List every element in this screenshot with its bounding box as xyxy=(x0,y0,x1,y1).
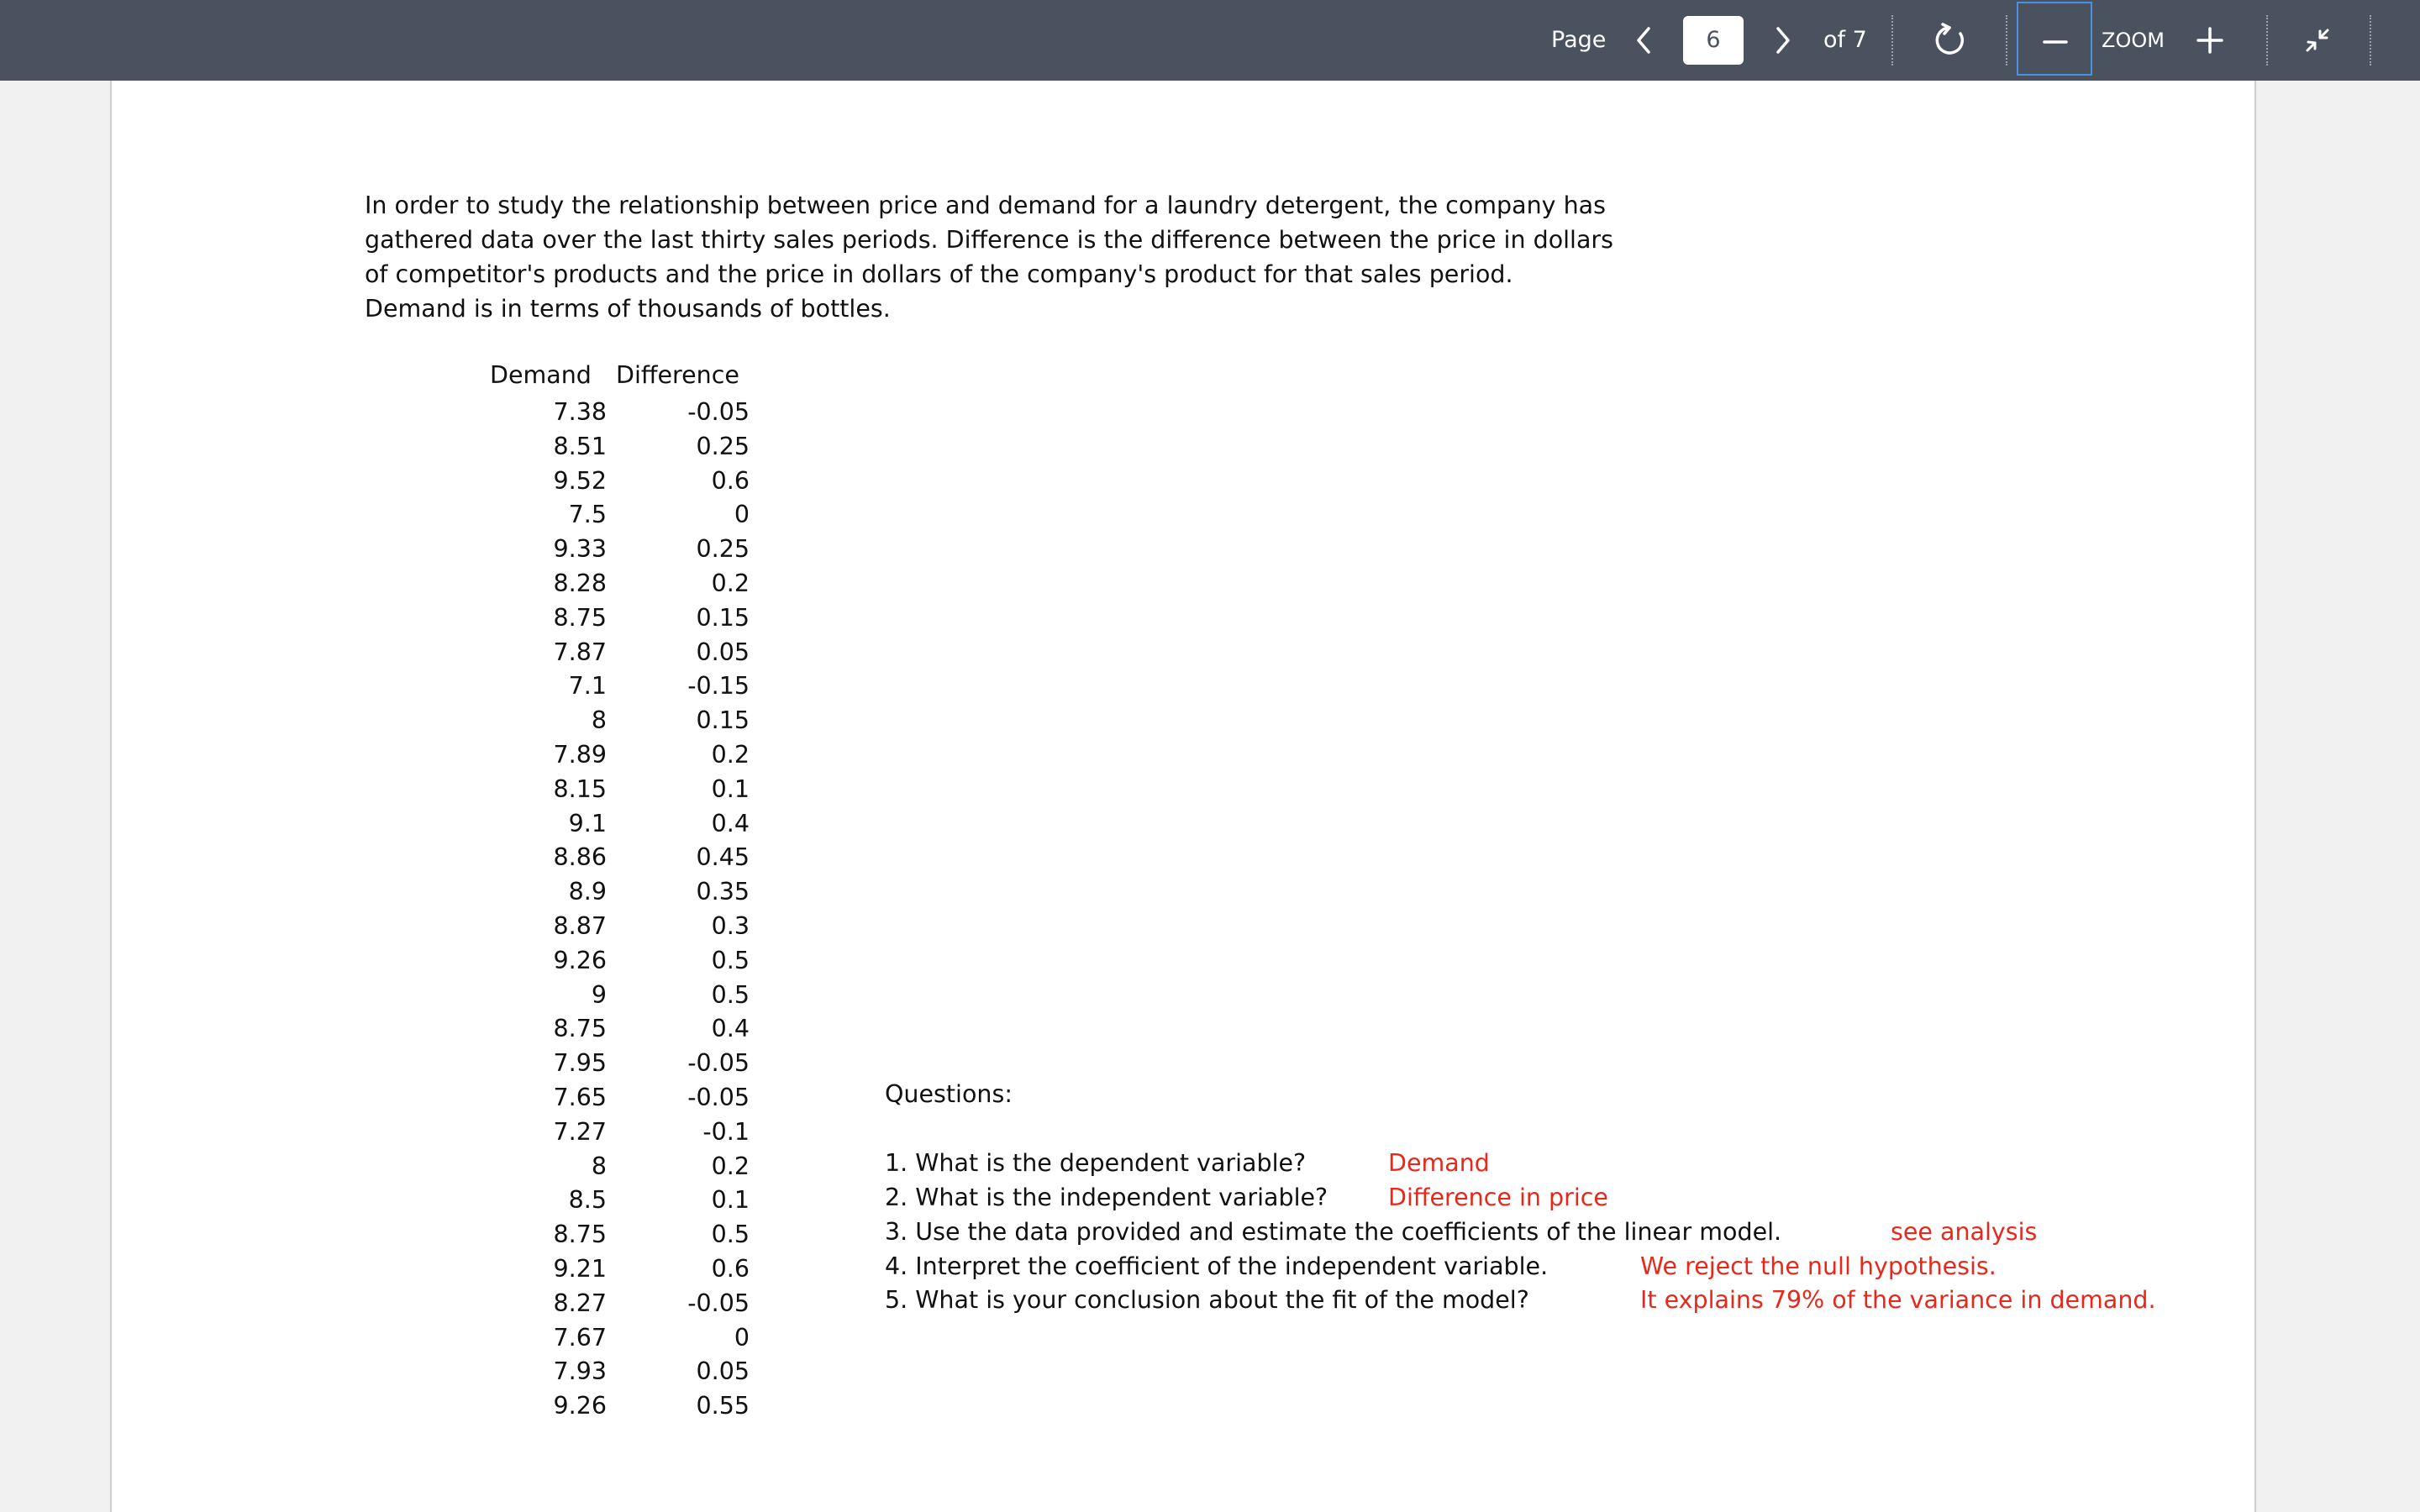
rotate-icon xyxy=(1932,23,1967,58)
demand-cell: 8.75 xyxy=(553,1015,607,1043)
answer-2: Difference in price xyxy=(1388,1184,1608,1211)
difference-cell: 0 xyxy=(734,501,750,529)
difference-cell: 0.1 xyxy=(711,774,750,803)
difference-cell: 0.6 xyxy=(711,466,750,495)
page-number-input[interactable]: 6 xyxy=(1683,16,1744,65)
demand-cell: 9 xyxy=(591,980,607,1009)
demand-cell: 7.38 xyxy=(553,398,607,426)
difference-cell: 0.6 xyxy=(711,1254,750,1283)
next-page-button[interactable] xyxy=(1766,0,1800,81)
chevron-left-icon xyxy=(1634,26,1653,55)
chevron-right-icon xyxy=(1774,26,1792,55)
demand-cell: 9.33 xyxy=(553,535,607,564)
demand-cell: 9.21 xyxy=(553,1254,607,1283)
difference-cell: 0.05 xyxy=(696,638,750,666)
toolbar-separator xyxy=(2370,15,2371,66)
answer-5: It explains 79% of the variance in demand. xyxy=(1640,1286,2156,1314)
toolbar-separator xyxy=(2006,15,2007,66)
difference-cell: -0.05 xyxy=(687,1049,750,1078)
difference-cell: 0.5 xyxy=(711,980,750,1009)
difference-cell: 0.2 xyxy=(711,740,750,769)
previous-page-button[interactable] xyxy=(1627,0,1660,81)
rotate-button[interactable] xyxy=(1929,0,1970,81)
question-2: 2. What is the independent variable? xyxy=(885,1184,1328,1211)
difference-cell: 0.1 xyxy=(711,1186,750,1215)
demand-cell: 7.95 xyxy=(553,1049,607,1078)
difference-cell: -0.05 xyxy=(687,398,750,426)
collapse-icon xyxy=(2301,24,2334,57)
difference-cell: 0.5 xyxy=(711,1221,750,1249)
demand-cell: 8.87 xyxy=(553,911,607,940)
demand-cell: 7.27 xyxy=(553,1117,607,1146)
difference-cell: -0.1 xyxy=(702,1117,750,1146)
demand-cell: 7.65 xyxy=(553,1083,607,1111)
intro-line: gathered data over the last thirty sales periods. Difference is the difference between the price in dollars xyxy=(365,226,1613,254)
demand-cell: 7.5 xyxy=(568,501,607,529)
question-4: 4. Interpret the coefficient of the independent variable. xyxy=(885,1252,1549,1280)
intro-paragraph xyxy=(365,188,1613,326)
zoom-out-button[interactable] xyxy=(2017,2,2092,76)
exit-fullscreen-button[interactable] xyxy=(2298,0,2337,81)
questions-title: Questions: xyxy=(885,1080,1013,1108)
plus-icon xyxy=(2196,26,2224,55)
demand-cell: 8.27 xyxy=(553,1289,607,1317)
difference-cell: 0.15 xyxy=(696,603,750,632)
demand-cell: 8.5 xyxy=(568,1186,607,1215)
demand-cell: 9.52 xyxy=(553,466,607,495)
difference-cell: -0.05 xyxy=(687,1289,750,1317)
difference-cell: 0.25 xyxy=(696,432,750,460)
difference-cell: -0.05 xyxy=(687,1083,750,1111)
pdf-toolbar xyxy=(0,0,2420,81)
intro-line: Demand is in terms of thousands of bottles. xyxy=(365,295,891,323)
difference-cell: 0.2 xyxy=(711,1152,750,1180)
demand-cell: 7.87 xyxy=(553,638,607,666)
question-3: 3. Use the data provided and estimate the coefficients of the linear model. xyxy=(885,1218,1782,1246)
demand-cell: 9.26 xyxy=(553,1392,607,1420)
page-label: Page xyxy=(1551,27,1607,53)
minus-icon xyxy=(2018,3,2091,74)
demand-cell: 8.51 xyxy=(553,432,607,460)
demand-cell: 8.75 xyxy=(553,1221,607,1249)
demand-column xyxy=(521,396,607,1424)
demand-cell: 8.28 xyxy=(553,569,607,597)
zoom-label: ZOOM xyxy=(2102,29,2165,52)
intro-line: In order to study the relationship between price and demand for a laundry detergent, the company has xyxy=(365,192,1606,219)
difference-cell: 0 xyxy=(734,1323,750,1352)
difference-cell: 0.55 xyxy=(696,1392,750,1420)
demand-cell: 8 xyxy=(591,706,607,735)
toolbar-separator xyxy=(1891,15,1893,66)
answer-3: see analysis xyxy=(1891,1218,2038,1246)
demand-cell: 9.1 xyxy=(568,809,607,837)
difference-cell: 0.35 xyxy=(696,878,750,906)
difference-column xyxy=(655,396,750,1424)
difference-cell: 0.4 xyxy=(711,809,750,837)
difference-header: Difference xyxy=(616,361,739,389)
demand-cell: 7.67 xyxy=(553,1323,607,1352)
total-pages-label: of 7 xyxy=(1823,27,1867,53)
difference-cell: 0.5 xyxy=(711,946,750,974)
demand-cell: 8.75 xyxy=(553,603,607,632)
difference-cell: -0.15 xyxy=(687,672,750,701)
demand-cell: 7.1 xyxy=(568,672,607,701)
demand-cell: 9.26 xyxy=(553,946,607,974)
difference-cell: 0.15 xyxy=(696,706,750,735)
zoom-in-button[interactable] xyxy=(2193,0,2227,81)
question-1: 1. What is the dependent variable? xyxy=(885,1149,1307,1177)
demand-cell: 8.15 xyxy=(553,774,607,803)
difference-cell: 0.2 xyxy=(711,569,750,597)
difference-cell: 0.3 xyxy=(711,911,750,940)
difference-cell: 0.4 xyxy=(711,1015,750,1043)
demand-cell: 7.89 xyxy=(553,740,607,769)
intro-line: of competitor's products and the price in dollars of the company's product for that sales period. xyxy=(365,260,1513,288)
demand-cell: 7.93 xyxy=(553,1357,607,1386)
difference-cell: 0.05 xyxy=(696,1357,750,1386)
demand-cell: 8.9 xyxy=(568,878,607,906)
difference-cell: 0.25 xyxy=(696,535,750,564)
toolbar-separator xyxy=(2266,15,2268,66)
demand-cell: 8 xyxy=(591,1152,607,1180)
demand-cell: 8.86 xyxy=(553,843,607,872)
question-5: 5. What is your conclusion about the fit of the model? xyxy=(885,1286,1529,1314)
answer-1: Demand xyxy=(1388,1149,1490,1177)
difference-cell: 0.45 xyxy=(696,843,750,872)
answer-4: We reject the null hypothesis. xyxy=(1640,1252,1996,1280)
demand-header: Demand xyxy=(490,361,592,389)
